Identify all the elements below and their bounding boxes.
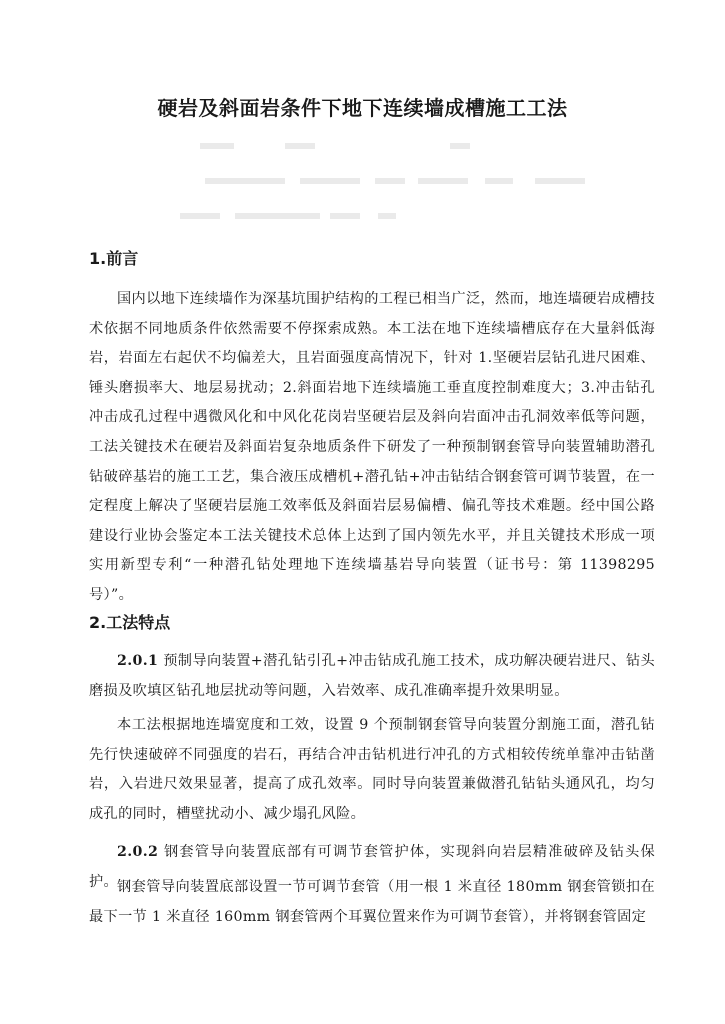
feature-item-2-text: 钢套管导向装置底部有可调节套管护体，实现斜向岩层精准破碎及钻头保护。 (89, 844, 655, 890)
feature-item-1-body: 本工法根据地连墙宽度和工效，设置 9 个预制钢套管导向装置分割施工面，潜孔钻先行快速破碎不同强度的岩石，再结合冲击钻机进行冲孔的方式相较传统单靠冲击钻凿岩，入岩进尺效果显著，提高了成孔效率。同时导向装置兼做潜孔钻钻头通风孔，均匀成孔的同时，槽壁扰动小、减少塌孔风险。 (89, 717, 655, 822)
feature-item-1-number: 2.0.1 (117, 653, 159, 669)
preface-paragraph: 国内以地下连续墙作为深基坑围护结构的工程已相当广泛，然而，地连墙硬岩成槽技术依据不同地质条件依然需要不停探索成熟。本工法在地下连续墙槽底存在大量斜低海岩，岩面左右起伏不均偏差大，且岩面强度高情况下，针对 1.坚硬岩层钻孔进尺困难、锤头磨损率大、地层易扰动；2.斜面岩地下连续墙施工垂直度控制难度大；3.冲击钻孔冲击成孔过程中遇微风化和中风化花岗岩坚硬岩层及斜向岩面冲击孔洞效率低等问题，工法关键技术在硬岩及斜面岩复杂地质条件下研发了一种预制钢套管导向装置辅助潜孔钻破碎基岩的施工工艺，集合液压成槽机+潜孔钻+冲击钻结合钢套管可调节装置，在一定程度上解决了坚硬岩层施工效率低及斜面岩层易偏槽、偏孔等技术难题。经中国公路建设行业协会鉴定本工法关键技术总体上达到了国内领先水平，并且关键技术形成一项实用新型专利“一种潜孔钻处理地下连续墙基岩导向装置（证书号：第 11398295 号）”。 (89, 291, 655, 603)
section-heading-features: 2.工法特点 (89, 613, 171, 632)
feature-item-1-lead (89, 647, 655, 706)
feature-item-1-text: 预制导向装置+潜孔钻引孔+冲击钻成孔施工技术，成功解决硬岩进尺、钻头磨损及吹填区钻孔地层扰动等问题，入岩效率、成孔准确率提升效果明显。 (89, 653, 655, 699)
section-heading-preface: 1.前言 (89, 249, 139, 268)
feature-item-2-body: 钢套管导向装置底部设置一节可调节套管（用一根 1 米直径 180mm 钢套管锁扣在最下一节 1 米直径 160mm 钢套管两个耳翼位置来作为可调节套管），并将钢套管固定 (89, 879, 655, 925)
document-title: 硬岩及斜面岩条件下地下连续墙成槽施工工法 (157, 96, 568, 120)
feature-item-2-number: 2.0.2 (117, 844, 159, 860)
